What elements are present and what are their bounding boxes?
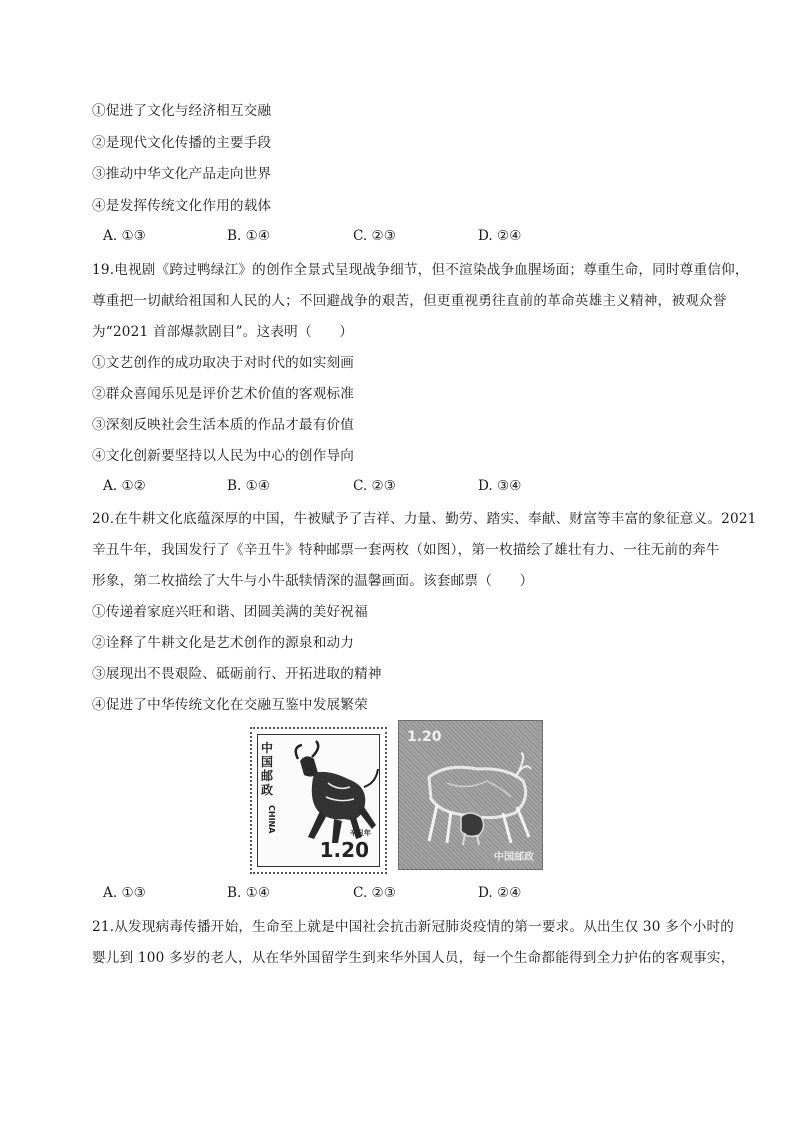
q18-choice-c: C. ②③ <box>353 228 396 244</box>
q19-stem-line-2: 尊重把一切献给祖国和人民的人；不回避战争的艰苦，但更重视勇往直前的革命英雄主义精神，被观众誉 <box>92 293 727 309</box>
q19-option-3: ③深刻反映社会生活本质的作品才最有价值 <box>92 417 355 433</box>
q19-stem-line-3: 为“2021 首部爆款剧目”。这表明（ ） <box>92 324 354 340</box>
q19-option-1: ①文艺创作的成功取决于对时代的如实刻画 <box>92 355 355 371</box>
q20-option-1: ①传递着家庭兴旺和谐、团圆美满的美好祝福 <box>92 604 368 620</box>
q18-choices <box>103 228 663 248</box>
q20-option-4: ④促进了中华传统文化在交融互鉴中发展繁荣 <box>92 697 368 713</box>
q20-stem-line-2: 辛丑牛年，我国发行了《辛丑牛》特种邮票一套两枚（如图），第一枚描绘了雄壮有力、一往无前的奔牛 <box>92 542 720 558</box>
q19-choice-b: B. ①④ <box>227 478 271 494</box>
q20-option-2: ②诠释了牛耕文化是艺术创作的源泉和动力 <box>92 635 355 651</box>
q19-option-4: ④文化创新要坚持以人民为中心的创作导向 <box>92 448 355 464</box>
q20-choice-c: C. ②③ <box>353 885 396 901</box>
stamp1-country: 中国邮政 <box>261 741 274 797</box>
stamp-running-ox <box>250 727 387 874</box>
stamp1-title: 辛丑年 <box>350 829 371 837</box>
q21-stem-line-2: 婴儿到 100 多岁的老人，从在华外国留学生到来华外国人员，每一个生命都能得到全力护佑的客观事实， <box>92 950 735 966</box>
q20-choice-b: B. ①④ <box>227 885 271 901</box>
q18-choice-a: A. ①③ <box>103 228 146 244</box>
q18-choice-d: D. ②④ <box>478 228 522 244</box>
q19-choice-c: C. ②③ <box>353 478 396 494</box>
q18-choice-b: B. ①④ <box>227 228 271 244</box>
q18-option-2: ②是现代文化传播的主要手段 <box>92 135 272 151</box>
stamp-ox-and-calf <box>398 720 543 870</box>
q20-stem-line-1: 20.在牛耕文化底蕴深厚的中国，牛被赋予了吉祥、力量、勤劳、踏实、奉献、财富等丰富的象征意义。2021 <box>92 511 757 527</box>
q20-choice-a: A. ①③ <box>103 885 146 901</box>
q20-choices <box>103 885 663 905</box>
q19-option-2: ②群众喜闻乐见是评价艺术价值的客观标准 <box>92 386 355 402</box>
stamp1-value: 1.20 <box>319 838 369 862</box>
q19-choice-d: D. ③④ <box>478 478 522 494</box>
stamp2-country: 中国邮政 <box>494 852 534 863</box>
q19-choice-a: A. ①② <box>103 478 146 494</box>
q20-choice-d: D. ②④ <box>478 885 522 901</box>
q18-option-3: ③推动中华文化产品走向世界 <box>92 166 272 182</box>
stamp2-value: 1.20 <box>407 729 442 745</box>
q20-option-3: ③展现出不畏艰险、砥砺前行、开拓进取的精神 <box>92 666 382 682</box>
ox-calf-illustration <box>407 747 537 852</box>
q21-stem-line-1: 21.从发现病毒传播开始，生命至上就是中国社会抗击新冠肺炎疫情的第一要求。从出生仅 30 多个小时的 <box>92 919 735 935</box>
q19-choices <box>103 478 663 498</box>
q18-option-4: ④是发挥传统文化作用的载体 <box>92 198 272 214</box>
q20-stem-line-3: 形象，第二枚描绘了大牛与小牛舐犊情深的温馨画面。该套邮票（ ） <box>92 573 534 589</box>
stamp1-latin: CHINA <box>267 805 276 834</box>
q19-stem-line-1: 19.电视剧《跨过鸭绿江》的创作全景式呈现战争细节，但不渲染战争血腥场面；尊重生命，同时尊重信仰， <box>92 262 749 278</box>
q18-option-1: ①促进了文化与经济相互交融 <box>92 103 272 119</box>
